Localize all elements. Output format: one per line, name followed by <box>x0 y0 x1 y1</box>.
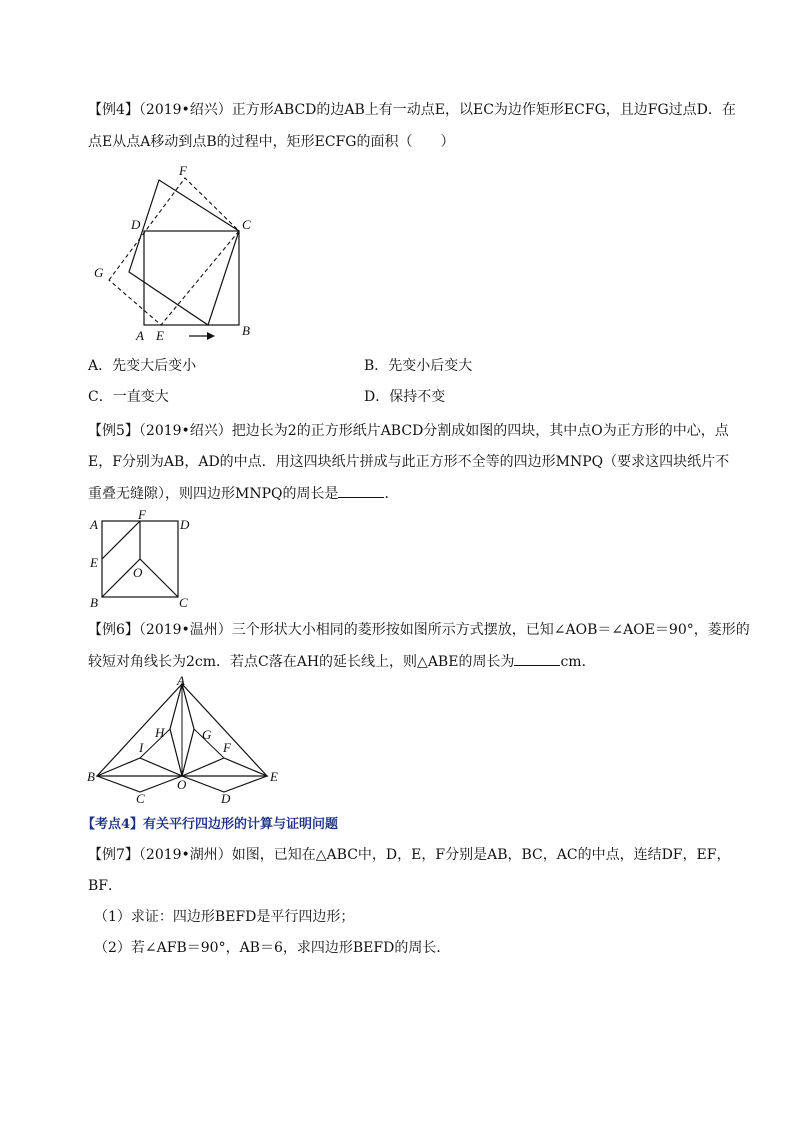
ex4-option-d: D．保持不变 <box>364 389 446 405</box>
label-C: C <box>242 217 251 232</box>
ex7-question-2: （2）若∠AFB＝90°，AB＝6，求四边形BEFD的周长． <box>94 940 451 956</box>
square-abcd <box>144 231 239 325</box>
ex5-line-3 <box>88 483 398 504</box>
ex6-line-2-end: cm． <box>560 654 596 670</box>
rhombus-right <box>182 758 267 792</box>
label-D: D <box>131 217 141 232</box>
label-C: C <box>179 595 188 610</box>
ex5-figure <box>88 508 198 610</box>
label-O: O <box>133 565 143 580</box>
ex6-line-1: 【例6】（2019•温州）三个形状大小相同的菱形按如图所示方式摆放，已知∠AOB＝∠AOE＝90°，菱形的 <box>88 622 750 638</box>
ex7-line-1: 【例7】（2019•湖州）如图，已知在△ABC中，D，E，F分别是AB，BC，AC的中点，连结DF，EF， <box>88 847 731 863</box>
ex6-line-2 <box>88 651 596 672</box>
label-E: E <box>156 328 164 343</box>
ex4-figure <box>85 160 265 345</box>
ex7-question-1: （1）求证：四边形BEFD是平行四边形； <box>94 909 355 925</box>
label-B: B <box>87 769 95 784</box>
rhombus-left <box>97 758 182 792</box>
label-E: E <box>270 769 278 784</box>
ex7-line-2: BF． <box>88 878 123 894</box>
ex5-line-1: 【例5】（2019•绍兴）把边长为2的正方形纸片ABCD分割成如图的四块，其中点O为正方形的中心，点 <box>88 423 729 439</box>
segment-oc <box>140 559 178 597</box>
label-B: B <box>90 595 98 610</box>
ex4-line-1: 【例4】（2019•绍兴）正方形ABCD的边AB上有一动点E，以EC为边作矩形ECFG，且边FG过点D．在 <box>88 102 736 118</box>
label-G: G <box>94 265 104 280</box>
segment-ef <box>102 521 140 559</box>
label-H: H <box>155 725 165 740</box>
ex5-line-3-end: ． <box>384 486 399 502</box>
rect-ecfg-dashed <box>109 178 239 325</box>
ex4-option-a: A．先变大后变小 <box>88 358 197 374</box>
label-A: A <box>90 517 98 532</box>
label-D: D <box>221 791 231 806</box>
label-F: F <box>179 163 187 178</box>
ex5-line-2: E，F分别为AB，AD的中点．用这四块纸片拼成与此正方形不全等的四边形MNPQ（要求这四块纸片不 <box>88 454 730 470</box>
rect-solid <box>129 180 239 325</box>
ex6-figure <box>85 674 285 806</box>
label-G: G <box>202 727 212 742</box>
ex5-line-3-text: 重叠无缝隙），则四边形MNPQ的周长是 <box>88 486 339 502</box>
label-A: A <box>177 673 185 688</box>
label-D: D <box>180 517 190 532</box>
section-heading: 【考点4】有关平行四边形的计算与证明问题 <box>82 817 339 832</box>
label-A: A <box>136 328 144 343</box>
ex4-line-2: 点E从点A移动到点B的过程中，矩形ECFG的面积（ ） <box>88 134 455 150</box>
ex4-option-b: B．先变小后变大 <box>364 358 473 374</box>
label-C: C <box>136 791 145 806</box>
label-F: F <box>223 740 231 755</box>
label-E: E <box>90 555 98 570</box>
ex6-line-2-text: 较短对角线长为2cm．若点C落在AH的延长线上，则△ABE的周长为 <box>88 654 515 670</box>
label-F: F <box>138 507 146 522</box>
answer-blank <box>514 651 560 666</box>
label-O: O <box>177 777 187 792</box>
label-B: B <box>242 323 250 338</box>
arrow-head <box>207 332 215 340</box>
ex4-diagram <box>85 160 265 345</box>
label-I: I <box>139 740 144 755</box>
answer-blank <box>338 483 384 498</box>
ex4-option-c: C．一直变大 <box>88 389 169 405</box>
